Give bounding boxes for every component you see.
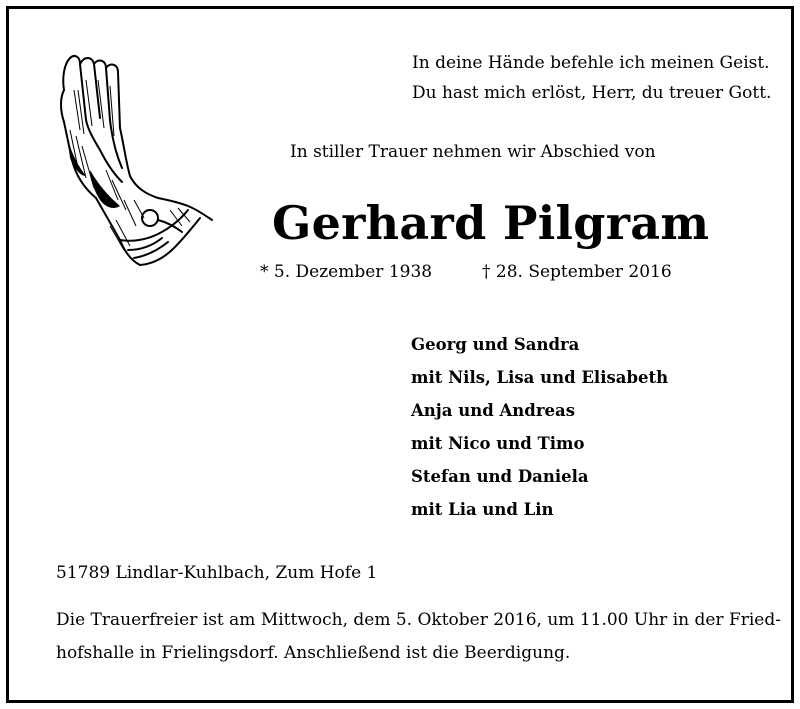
family-line: mit Nils, Lisa und Elisabeth (411, 368, 669, 387)
intro-text: In stiller Trauer nehmen wir Abschied von (290, 142, 656, 162)
family-line: mit Lia und Lin (411, 500, 554, 519)
praying-hands-icon (50, 50, 215, 275)
quote-line-1: In deine Hände befehle ich meinen Geist. (412, 53, 770, 73)
family-line: Stefan und Daniela (411, 467, 589, 486)
family-line: Anja und Andreas (411, 401, 575, 420)
family-list (411, 328, 668, 526)
deceased-name: Gerhard Pilgram (272, 196, 710, 250)
quote-line-2: Du hast mich erlöst, Herr, du treuer Gott. (412, 83, 772, 103)
family-line: mit Nico und Timo (411, 434, 585, 453)
notice-line-2: hofshalle in Frielingsdorf. Anschließend ist die Beerdigung. (56, 643, 571, 663)
family-line: Georg und Sandra (411, 335, 580, 354)
death-date: † 28. September 2016 (482, 262, 672, 282)
notice-line-1: Die Trauerfreier ist am Mittwoch, dem 5. Oktober 2016, um 11.00 Uhr in der Fried- (56, 610, 781, 630)
address: 51789 Lindlar-Kuhlbach, Zum Hofe 1 (56, 563, 378, 583)
bible-quote (412, 48, 771, 108)
birth-date: * 5. Dezember 1938 (260, 262, 433, 282)
funeral-notice (56, 604, 781, 670)
